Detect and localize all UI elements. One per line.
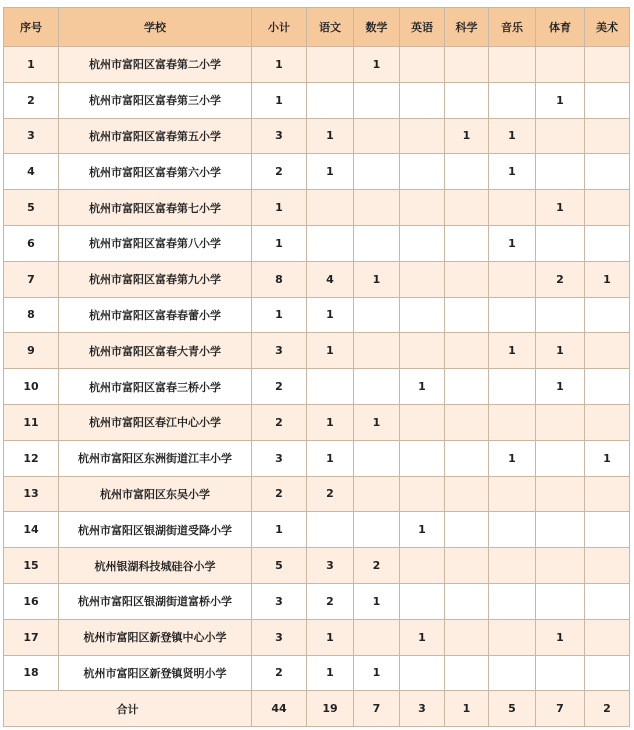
cell-school: 杭州市富阳区富春第七小学 [59,190,252,226]
total-math: 7 [354,691,400,727]
cell-science [445,440,489,476]
cell-pe [536,297,585,333]
cell-science [445,297,489,333]
cell-pe [536,476,585,512]
cell-index: 7 [4,261,59,297]
cell-english [400,190,445,226]
cell-art [585,154,630,190]
cell-music: 1 [489,225,536,261]
cell-science [445,47,489,83]
cell-art [585,476,630,512]
cell-subtotal: 3 [252,583,307,619]
cell-science [445,82,489,118]
cell-school: 杭州市富阳区东吴小学 [59,476,252,512]
table-container [3,7,630,727]
cell-index: 1 [4,47,59,83]
cell-math [354,512,400,548]
cell-chinese: 1 [307,619,354,655]
cell-pe: 1 [536,190,585,226]
table-row [4,548,630,584]
cell-subtotal: 5 [252,548,307,584]
cell-pe: 1 [536,369,585,405]
cell-school: 杭州市富阳区富春第三小学 [59,82,252,118]
table-body [4,47,630,691]
table-row [4,369,630,405]
table-row [4,82,630,118]
cell-math [354,297,400,333]
cell-math: 1 [354,404,400,440]
cell-chinese: 1 [307,655,354,691]
cell-english [400,404,445,440]
cell-science [445,261,489,297]
total-pe: 7 [536,691,585,727]
cell-subtotal: 2 [252,404,307,440]
cell-math [354,82,400,118]
cell-school: 杭州市富阳区富春大青小学 [59,333,252,369]
cell-english [400,476,445,512]
cell-science [445,154,489,190]
cell-science [445,404,489,440]
cell-subtotal: 1 [252,297,307,333]
cell-english [400,297,445,333]
cell-english [400,333,445,369]
cell-subtotal: 2 [252,154,307,190]
total-label: 合计 [4,691,252,727]
header-school: 学校 [59,8,252,47]
cell-pe [536,512,585,548]
cell-english [400,118,445,154]
cell-subtotal: 1 [252,190,307,226]
cell-index: 17 [4,619,59,655]
cell-subtotal: 1 [252,47,307,83]
cell-index: 13 [4,476,59,512]
total-english: 3 [400,691,445,727]
cell-chinese: 3 [307,548,354,584]
cell-school: 杭州市富阳区新登镇中心小学 [59,619,252,655]
cell-music [489,619,536,655]
cell-school: 杭州市富阳区富春春蕾小学 [59,297,252,333]
cell-pe [536,655,585,691]
header-music: 音乐 [489,8,536,47]
total-subtotal: 44 [252,691,307,727]
cell-pe [536,154,585,190]
cell-school: 杭州市富阳区东洲街道江丰小学 [59,440,252,476]
table-row [4,655,630,691]
cell-music [489,655,536,691]
cell-subtotal: 1 [252,225,307,261]
cell-art [585,190,630,226]
table-row [4,190,630,226]
header-row [4,8,630,47]
cell-science [445,583,489,619]
cell-art: 1 [585,440,630,476]
cell-science [445,476,489,512]
table-row [4,440,630,476]
cell-pe [536,583,585,619]
cell-pe [536,440,585,476]
table-row [4,512,630,548]
cell-science [445,190,489,226]
cell-art [585,297,630,333]
cell-index: 15 [4,548,59,584]
cell-chinese: 1 [307,440,354,476]
cell-math [354,369,400,405]
cell-math [354,333,400,369]
header-english: 英语 [400,8,445,47]
table-row [4,297,630,333]
cell-index: 6 [4,225,59,261]
cell-school: 杭州市富阳区富春第二小学 [59,47,252,83]
cell-art [585,619,630,655]
cell-subtotal: 2 [252,369,307,405]
table-row [4,333,630,369]
cell-music [489,297,536,333]
cell-index: 14 [4,512,59,548]
cell-school: 杭州市富阳区银湖街道受降小学 [59,512,252,548]
cell-music: 1 [489,154,536,190]
cell-subtotal: 1 [252,512,307,548]
cell-chinese: 1 [307,404,354,440]
cell-music [489,190,536,226]
table-row [4,154,630,190]
cell-math [354,225,400,261]
cell-music [489,369,536,405]
cell-art [585,548,630,584]
cell-subtotal: 3 [252,619,307,655]
cell-music [489,261,536,297]
cell-art [585,47,630,83]
cell-math: 1 [354,261,400,297]
cell-music: 1 [489,118,536,154]
cell-math [354,190,400,226]
cell-science [445,512,489,548]
cell-index: 5 [4,190,59,226]
cell-art [585,655,630,691]
cell-school: 杭州市富阳区银湖街道富桥小学 [59,583,252,619]
cell-music [489,404,536,440]
cell-art [585,118,630,154]
total-music: 5 [489,691,536,727]
cell-school: 杭州市富阳区富春三桥小学 [59,369,252,405]
cell-science [445,369,489,405]
cell-subtotal: 3 [252,440,307,476]
cell-subtotal: 8 [252,261,307,297]
cell-english [400,82,445,118]
cell-math [354,440,400,476]
table-row [4,619,630,655]
total-chinese: 19 [307,691,354,727]
cell-math [354,154,400,190]
cell-science [445,655,489,691]
cell-index: 2 [4,82,59,118]
cell-subtotal: 2 [252,476,307,512]
header-art: 美术 [585,8,630,47]
cell-chinese: 1 [307,297,354,333]
cell-chinese: 2 [307,476,354,512]
cell-science [445,619,489,655]
table-row [4,583,630,619]
cell-english [400,225,445,261]
cell-chinese [307,225,354,261]
cell-english [400,655,445,691]
cell-music: 1 [489,333,536,369]
cell-subtotal: 1 [252,82,307,118]
cell-math [354,619,400,655]
cell-english [400,583,445,619]
header-subtotal: 小计 [252,8,307,47]
cell-math: 1 [354,47,400,83]
cell-art [585,82,630,118]
cell-chinese [307,190,354,226]
cell-pe: 1 [536,333,585,369]
cell-index: 3 [4,118,59,154]
header-pe: 体育 [536,8,585,47]
cell-chinese [307,369,354,405]
total-science: 1 [445,691,489,727]
cell-english [400,154,445,190]
cell-school: 杭州市富阳区富春第六小学 [59,154,252,190]
cell-art [585,333,630,369]
cell-subtotal: 3 [252,118,307,154]
cell-chinese: 4 [307,261,354,297]
cell-english [400,548,445,584]
cell-pe [536,548,585,584]
cell-math: 1 [354,655,400,691]
cell-art [585,225,630,261]
cell-english: 1 [400,512,445,548]
cell-chinese: 2 [307,583,354,619]
cell-chinese: 1 [307,333,354,369]
cell-art [585,512,630,548]
teacher-allocation-table [3,7,630,727]
cell-pe: 1 [536,619,585,655]
table-row [4,404,630,440]
cell-school: 杭州市富阳区富春第八小学 [59,225,252,261]
cell-index: 11 [4,404,59,440]
cell-index: 10 [4,369,59,405]
cell-index: 12 [4,440,59,476]
header-index: 序号 [4,8,59,47]
cell-index: 18 [4,655,59,691]
total-row [4,691,630,727]
cell-music [489,512,536,548]
total-art: 2 [585,691,630,727]
cell-pe [536,225,585,261]
cell-music [489,548,536,584]
cell-school: 杭州市富阳区新登镇贤明小学 [59,655,252,691]
cell-math: 1 [354,583,400,619]
table-row [4,225,630,261]
cell-music: 1 [489,440,536,476]
cell-pe [536,118,585,154]
cell-chinese [307,47,354,83]
cell-music [489,82,536,118]
cell-art [585,583,630,619]
cell-art: 1 [585,261,630,297]
cell-subtotal: 3 [252,333,307,369]
cell-chinese: 1 [307,154,354,190]
header-math: 数学 [354,8,400,47]
cell-science [445,333,489,369]
cell-english [400,440,445,476]
cell-science: 1 [445,118,489,154]
cell-chinese [307,512,354,548]
cell-chinese: 1 [307,118,354,154]
cell-index: 16 [4,583,59,619]
cell-pe [536,47,585,83]
cell-index: 8 [4,297,59,333]
cell-science [445,225,489,261]
cell-music [489,476,536,512]
cell-science [445,548,489,584]
table-row [4,261,630,297]
cell-english: 1 [400,619,445,655]
header-chinese: 语文 [307,8,354,47]
header-science: 科学 [445,8,489,47]
cell-pe: 1 [536,82,585,118]
cell-index: 4 [4,154,59,190]
cell-index: 9 [4,333,59,369]
cell-school: 杭州市富阳区春江中心小学 [59,404,252,440]
cell-school: 杭州银湖科技城硅谷小学 [59,548,252,584]
cell-english [400,47,445,83]
cell-music [489,47,536,83]
cell-subtotal: 2 [252,655,307,691]
cell-math [354,476,400,512]
cell-math: 2 [354,548,400,584]
cell-pe [536,404,585,440]
cell-school: 杭州市富阳区富春第九小学 [59,261,252,297]
cell-english: 1 [400,369,445,405]
table-row [4,476,630,512]
table-row [4,118,630,154]
cell-art [585,369,630,405]
cell-music [489,583,536,619]
cell-art [585,404,630,440]
table-row [4,47,630,83]
cell-math [354,118,400,154]
cell-english [400,261,445,297]
cell-chinese [307,82,354,118]
cell-school: 杭州市富阳区富春第五小学 [59,118,252,154]
cell-pe: 2 [536,261,585,297]
